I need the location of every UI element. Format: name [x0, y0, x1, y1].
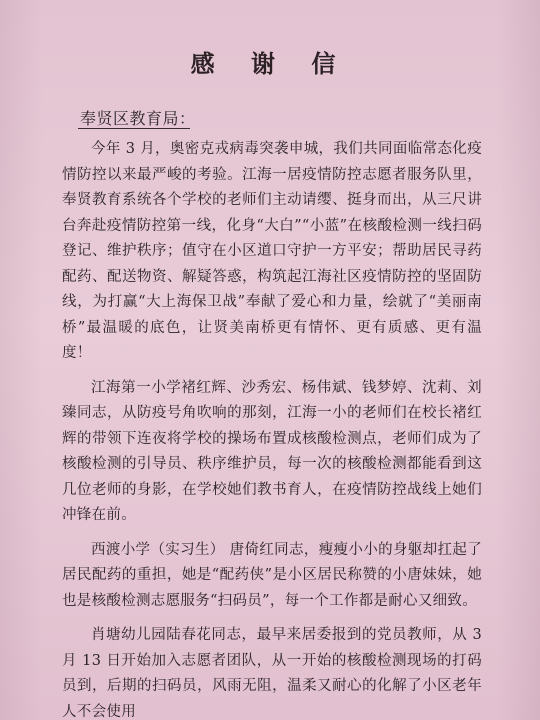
letter-title: 感 谢 信	[190, 49, 350, 78]
salutation-underline	[78, 128, 190, 129]
letter-body	[62, 137, 482, 720]
paragraph-xiaotang-kindergarten: 肖塘幼儿园陆春花同志，最早来居委报到的党员教师，从 3 月 13 日开始加入志愿者团队，从一开始的核酸检测现场的打码员到，后期的扫码员，风雨无阻，温柔又耐心的化解了小区老年人不会使用	[62, 627, 482, 720]
paragraph-xidu-school: 西渡小学（实习生） 唐倚红同志，瘦瘦小小的身躯却扛起了居民配药的重担，她是“配药侠”是小区居民称赞的小唐妹妹，她也是核酸检测志愿服务“扫码员”，每一个工作都是耐心又细致。	[62, 541, 482, 609]
letter-salutation: 奉贤区教育局：	[80, 109, 196, 128]
paragraph-jianghai-school: 江海第一小学褚红辉、沙秀宏、杨伟斌、钱梦婷、沈莉、刘臻同志，从防疫号角吹响的那刻，江海一小的老师们在校长褚红辉的带领下连夜将学校的操场布置成核酸检测点，老师们成为了核酸检测的引导员、秩序维护员，每一次的核酸检测都能看到这几位老师的身影，在学校她们教书育人，在疫情防控战线上她们冲锋在前。	[62, 379, 482, 523]
paragraph-intro: 今年 3 月，奥密克戎病毒突袭申城，我们共同面临常态化疫情防控以来最严峻的考验。江海一居疫情防控志愿者服务队里，奉贤教育系统各个学校的老师们主动请缨、挺身而出，从三尺讲台奔赴疫情防控第一线，化身“大白”“小蓝”在核酸检测一线扫码登记、维护秩序；值守在小区道口守护一方平安；帮助居民寻药配药、配送物资、解疑答惑，构筑起江海社区疫情防控的坚固防线，为打赢“大上海保卫战”奉献了爱心和力量，绘就了“美丽南桥”最温暖的底色，让贤美南桥更有情怀、更有质感、更有温度！	[62, 141, 482, 361]
